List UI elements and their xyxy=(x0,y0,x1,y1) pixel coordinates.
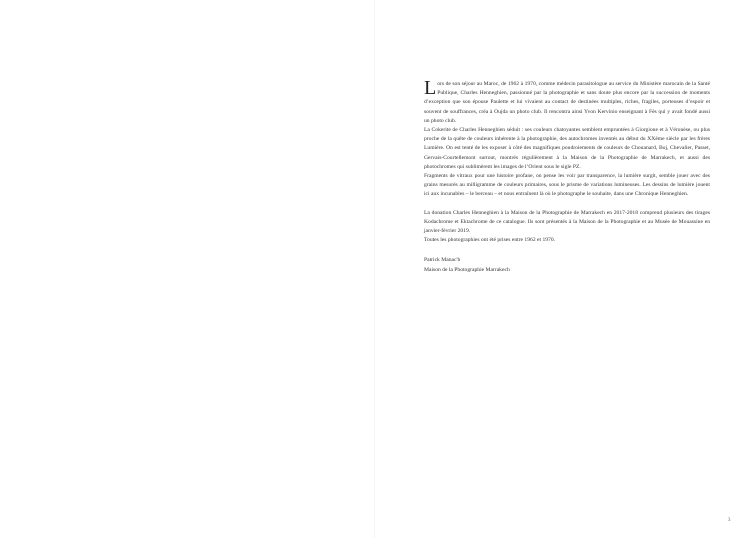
page-gutter xyxy=(374,0,375,538)
essay-paragraph-1 xyxy=(424,77,710,126)
signature-name: Patrick Manac'h xyxy=(424,257,461,264)
essay-text-block xyxy=(424,77,710,275)
essay-paragraph-5: Toutes les photographies ont été prises entre 1962 et 1970. xyxy=(424,237,556,244)
essay-paragraph-2: La Cokerite de Charles Henneghien séduit : ses couleurs chatoyantes semblent empruntées à Giorgione et à Véronèse, ou plus proche de la quête de couleurs inhérente à la photographie, des autochromes inventés au début du XXème siècle par les frères Lumière. On est tenté de les exposer à côté des magnifiques poudroiements de couleurs de Chouanard, Boj, Chevalier, Passet, Gervais-Courtellemont surtout, montrés régulièrement à la Maison de la Photographie de Marrakech, et aussi des photochromes qui sublimèrent les images de l’Orient sous le sigle PZ. xyxy=(424,127,710,170)
essay-paragraph-3: Fragments de vitraux pour une histoire profane, on pense les voir par transparence, la lumière surgit, semble jouer avec des grains mesurés au milligramme de couleurs primaires, sous le prisme de variations lumineuses. Les dessins de lumière jouent ici aux incunables – le berceau – et nous entraînent là où le photographe le souhaite, dans une Chronique Henneghien. xyxy=(424,173,710,198)
signature xyxy=(424,256,710,274)
drop-cap: L xyxy=(424,77,437,99)
signature-organization: Maison de la Photographie Marrakech xyxy=(424,266,510,273)
essay-paragraph-4: La donation Charles Henneghien à la Maison de la Photographie de Marrakech en 2017-2018 comprend plusieurs des tirages Kodachrome et Ektachrome de ce catalogue. Ils sont présentés à la Maison de la Photographie et au Musée de Mouassine en janvier-février 2019. xyxy=(424,209,710,235)
page-number: 3 xyxy=(728,518,731,523)
essay-paragraph-1-text: ors de son séjour au Maroc, de 1962 à 1970, comme médecin parasitologue au service du Ministère marocain de la Santé Publique, Charles Henneghien, passionné par la photographie et sans doute plus encore par la succession de moments d’exception que son épouse Paulette et lui vivaient au contact de destinées multiples, riches, fragiles, porteuses d’espoir et souvent de souffrances, créa à Oujda un photo club. Il rencontra ainsi Yvon Kervinio enseignant à Fès qui y avait fondé aussi un photo club. xyxy=(424,81,710,124)
